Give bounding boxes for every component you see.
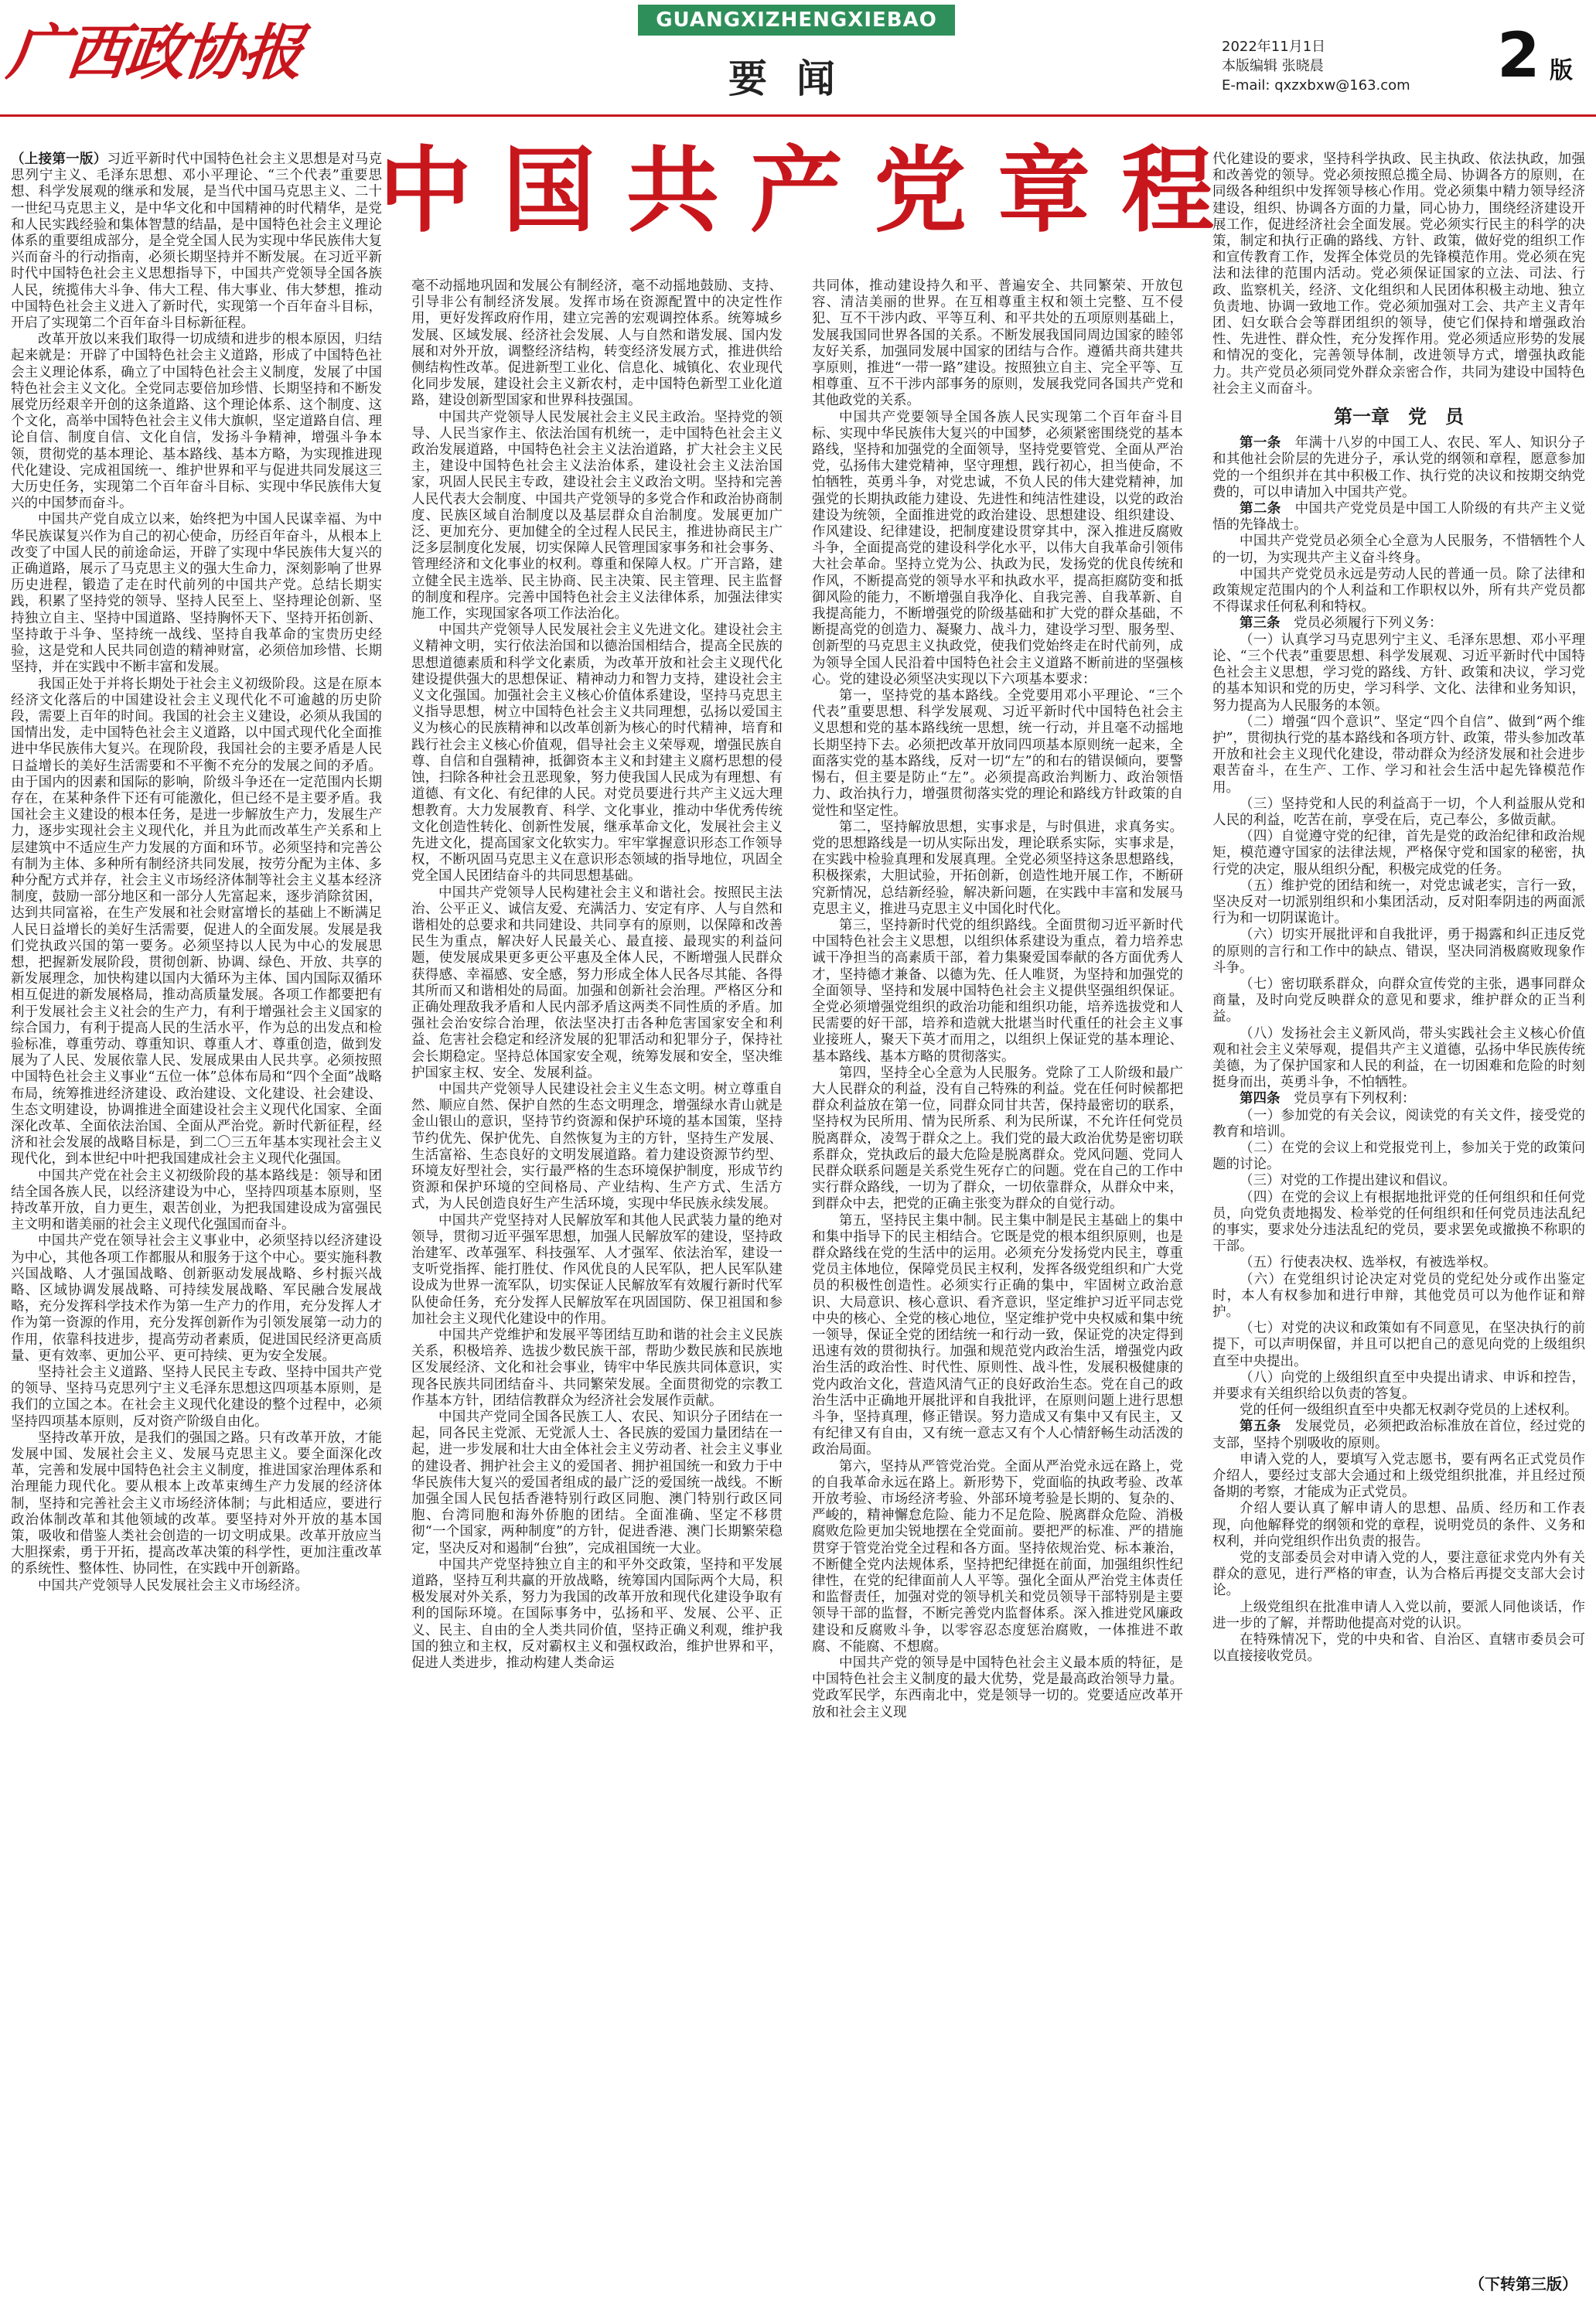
article-clause-text: 党员享有下列权利： (1294, 1091, 1416, 1107)
pinyin-banner: GUANGXIZHENGXIEBAO (638, 5, 955, 36)
article-lead-paragraph (11, 152, 382, 332)
article-clause-text: 年满十八岁的中国工人、农民、军人、知识分子和其他社会阶层的先进分子，承认党的纲领和章程，愿意参加党的一个组织并在其中积极工作、执行党的决议和按期交纳党费的，可以申请加入中国共产党。 (1212, 435, 1585, 500)
article-paragraph: 中国共产党坚持对人民解放军和其他人民武装力量的绝对领导，贯彻习近平强军思想，加强人民解放军的建设，坚持政治建军、改革强军、科技强军、人才强军、依法治军，建设一支听党指挥、能打胜仗、作风优良的人民军队，把人民军队建设成为世界一流军队，切实保证人民解放军有效履行新时代军队使命任务，充分发挥人民解放军在巩固国防、保卫祖国和参加社会主义现代化建设中的作用。 (411, 1212, 783, 1327)
article-clause (1212, 1091, 1585, 1107)
article-clause (1212, 1600, 1585, 1632)
issue-meta (1222, 37, 1477, 95)
article-clause-text: 党员必须履行下列义务： (1294, 615, 1443, 632)
article-column-1 (11, 152, 382, 2270)
article-clause-text: 中国共产党党员永远是劳动人民的普通一员。除了法律和政策规定范围内的个人利益和工作职权以外，所有共产党员都不得谋求任何私利和特权。 (1212, 566, 1585, 615)
article-clause-text: （八）发扬社会主义新风尚，带头实践社会主义核心价值观和社会主义荣辱观，提倡共产主义道德，弘扬中华民族传统美德，为了保护国家和人民的利益，在一切困难和危险的时刻挺身而出，英勇斗争，不怕牺牲。 (1212, 1025, 1585, 1091)
article-clause (1212, 1550, 1585, 1600)
article-clause-text: 申请入党的人，要填写入党志愿书，要有两名正式党员作介绍人，要经过支部大会通过和上级党组织批准，并且经过预备期的考察，才能成为正式党员。 (1212, 1451, 1585, 1501)
article-column-2 (411, 278, 783, 2270)
page-unit: 版 (1550, 57, 1573, 84)
article-column-3 (812, 278, 1183, 2270)
article-clause (1212, 1452, 1585, 1502)
article-clause-text: 发展党员，必须把政治标准放在首位，经过党的支部，坚持个别吸收的原则。 (1212, 1419, 1585, 1451)
masthead (0, 0, 1596, 116)
article-clause (1212, 714, 1585, 796)
article-paragraph: 第二，坚持解放思想，实事求是，与时俱进，求真务实。党的思想路线是一切从实际出发，理论联系实际，实事求是，在实践中检验真理和发展真理。全党必须坚持这条思想路线，积极探索，大胆试验，开拓创新，创造性地开展工作，不断研究新情况，总结新经验，解决新问题，在实践中丰富和发展马克思主义，推进马克思主义中国化时代化。 (812, 819, 1183, 917)
article-clause-text: （五）维护党的团结和统一，对党忠诚老实，言行一致，坚决反对一切派别组织和小集团活动，反对阳奉阴违的两面派行为和一切阴谋诡计。 (1212, 878, 1585, 927)
article-clause-text: （一）参加党的有关会议，阅读党的有关文件，接受党的教育和培训。 (1212, 1107, 1585, 1140)
article-clause (1212, 1501, 1585, 1550)
article-clause-number: 第五条 (1240, 1419, 1281, 1435)
article-clause (1212, 615, 1585, 632)
article-paragraph: 第一，坚持党的基本路线。全党要用邓小平理论、“三个代表”重要思想、科学发展观、习近平新时代中国特色社会主义思想和党的基本路线统一思想，统一行动，并且毫不动摇地长期坚持下去。必须把改革开放同四项基本原则统一起来，全面落实党的基本路线，反对一切“左”的和右的错误倾向，要警惕右，但主要是防止“左”。必须提高政治判断力、政治领悟力、政治执行力，增强贯彻落实党的理论和路线方针政策的自觉性和坚定性。 (812, 688, 1183, 819)
article-clause-text: （五）行使表决权、选举权，有被选举权。 (1240, 1255, 1497, 1271)
article-clause-text: （二）增强“四个意识”、坚定“四个自信”、做到“两个维护”，贯彻执行党的基本路线和各项方针、政策，带头参加改革开放和社会主义现代化建设，带动群众为经济发展和社会进步艰苦奋斗，在生产、工作、学习和社会生活中起先锋模范作用。 (1212, 714, 1585, 796)
article-clause-text: （七）对党的决议和政策如有不同意见，在坚决执行的前提下，可以声明保留，并且可以把自己的意见向党的上级组织直至中央提出。 (1212, 1321, 1585, 1369)
article-clause (1212, 1255, 1585, 1271)
article-paragraph: 中国共产党维护和发展平等团结互助和谐的社会主义民族关系，积极培养、选拔少数民族干部，帮助少数民族和民族地区发展经济、文化和社会事业，铸牢中华民族共同体意识，实现各民族共同团结奋斗、共同繁荣发展。全面贯彻党的宗教工作基本方针，团结信教群众为经济社会发展作贡献。 (411, 1328, 783, 1409)
article-clause (1212, 1403, 1585, 1419)
article-clause-number: 第一条 (1240, 435, 1281, 452)
article-paragraph: 毫不动摇地巩固和发展公有制经济，毫不动摇地鼓励、支持、引导非公有制经济发展。发挥市场在资源配置中的决定性作用，更好发挥政府作用，建立完善的宏观调控体系。统筹城乡发展、区域发展、经济社会发展、人与自然和谐发展、国内发展和对外开放，调整经济结构，转变经济发展方式，推进供给侧结构性改革。促进新型工业化、信息化、城镇化、农业现代化同步发展，建设社会主义新农村，走中国特色新型工业化道路，建设创新型国家和世界科技强国。 (411, 278, 783, 409)
article-clause-text: （四）在党的会议上有根据地批评党的任何组织和任何党员，向党负责地揭发、检举党的任何组织和任何党员违法乱纪的事实，要求处分违法乱纪的党员，要求罢免或撤换不称职的干部。 (1212, 1189, 1585, 1255)
article-clause (1212, 796, 1585, 829)
article-paragraph: 我国正处于并将长期处于社会主义初级阶段。这是在原本经济文化落后的中国建设社会主义现代化不可逾越的历史阶段，需要上百年的时间。我国的社会主义建设，必须从我国的国情出发，走中国特色社会主义道路，以中国式现代化全面推进中华民族伟大复兴。在现阶段，我国社会的主要矛盾是人民日益增长的美好生活需要和不平衡不充分的发展之间的矛盾。由于国内的因素和国际的影响，阶级斗争还在一定范围内长期存在，在某种条件下还有可能激化，但已经不是主要矛盾。我国社会主义建设的根本任务，是进一步解放生产力，发展生产力，逐步实现社会主义现代化，并且为此而改革生产关系和上层建筑中不适应生产力发展的方面和环节。必须坚持和完善公有制为主体、多种所有制经济共同发展，按劳分配为主体、多种分配方式并存，社会主义市场经济体制等社会主义基本经济制度，鼓励一部分地区和一部分人先富起来，逐步消除贫困，达到共同富裕，在生产发展和社会财富增长的基础上不断满足人民日益增长的美好生活需要，促进人的全面发展。发展是我们党执政兴国的第一要务。必须坚持以人民为中心的发展思想，把握新发展阶段，贯彻创新、协调、绿色、开放、共享的新发展理念，加快构建以国内大循环为主体、国内国际双循环相互促进的新发展格局，推动高质量发展。各项工作都要把有利于发展社会主义社会的生产力，有利于增强社会主义国家的综合国力，有利于提高人民的生活水平，作为总的出发点和检验标准，尊重劳动、尊重知识、尊重人才、尊重创造，做到发展为了人民、发展依靠人民、发展成果由人民共享。必须按照中国特色社会主义事业“五位一体”总体布局和“四个全面”战略布局，统筹推进经济建设、政治建设、文化建设、社会建设、生态文明建设，协调推进全面建设社会主义现代化国家、全面深化改革、全面依法治国、全面从严治党。新时代新征程，经济和社会发展的战略目标是，到二〇三五年基本实现社会主义现代化，到本世纪中叶把我国建成社会主义现代化强国。 (11, 676, 382, 1168)
article-clause-text: 介绍人要认真了解申请人的思想、品质、经历和工作表现，向他解释党的纲领和党的章程，说明党员的条件、义务和权利，并向党组织作出负责的报告。 (1212, 1501, 1585, 1549)
article-paragraph: 中国共产党自成立以来，始终把为中国人民谋幸福、为中华民族谋复兴作为自己的初心使命，历经百年奋斗，从根本上改变了中国人民的前途命运，开辟了实现中华民族伟大复兴的正确道路，展示了马克思主义的强大生命力，深刻影响了世界历史进程，锻造了走在时代前列的中国共产党。总结长期实践，积累了坚持党的领导、坚持人民至上、坚持理论创新、坚持独立自主、坚持中国道路、坚持胸怀天下、坚持开拓创新、坚持敢于斗争、坚持统一战线、坚持自我革命的宝贵历史经验，这是党和人民共同创造的精神财富，必须倍加珍惜、长期坚持，并在实践中不断丰富和发展。 (11, 512, 382, 676)
article-paragraph: 改革开放以来我们取得一切成绩和进步的根本原因，归结起来就是：开辟了中国特色社会主义道路，形成了中国特色社会主义理论体系，确立了中国特色社会主义制度，发展了中国特色社会主义文化。全党同志要倍加珍惜、长期坚持和不断发展党历经艰辛开创的这条道路、这个理论体系、这个制度、这个文化，高举中国特色社会主义伟大旗帜，坚定道路自信、理论自信、制度自信、文化自信，发扬斗争精神，增强斗争本领，贯彻党的基本理论、基本路线、基本方略，为实现推进现代化建设、完成祖国统一、维护世界和平与促进共同发展这三大历史任务，实现第二个百年奋斗目标、实现中华民族伟大复兴的中国梦而奋斗。 (11, 332, 382, 512)
newspaper-logo: 广西政协报 (4, 18, 305, 88)
page-editor: 本版编辑 张晓晨 (1222, 58, 1324, 74)
article-clause (1212, 1026, 1585, 1092)
article-clause (1212, 501, 1585, 533)
article-paragraph: 习近平新时代中国特色社会主义思想是对马克思列宁主义、毛泽东思想、邓小平理论、“三个代表”重要思想、科学发展观的继承和发展，是当代中国马克思主义、二十一世纪马克思主义，是中华文化和中国精神的时代精华，是党和人民实践经验和集体智慧的结晶，是中国特色社会主义理论体系的重要组成部分，是全党全国人民为实现中华民族伟大复兴而奋斗的行动指南，必须长期坚持并不断发展。在习近平新时代中国特色社会主义思想指导下，中国共产党领导全国各族人民，统揽伟大斗争、伟大工程、伟大事业、伟大梦想，推动中国特色社会主义进入了新时代，实现第一个百年奋斗目标，开启了实现第二个百年奋斗目标新征程。 (11, 152, 382, 332)
article-paragraph: 坚持社会主义道路、坚持人民民主专政、坚持中国共产党的领导、坚持马克思列宁主义毛泽东思想这四项基本原则，是我们的立国之本。在社会主义现代化建设的整个过程中，必须坚持四项基本原则，反对资产阶级自由化。 (11, 1365, 382, 1430)
article-paragraph: 中国共产党要领导全国各族人民实现第二个百年奋斗目标、实现中华民族伟大复兴的中国梦，必须紧密围绕党的基本路线，坚持和加强党的全面领导，坚持党要管党、全面从严治党，弘扬伟大建党精神，坚守理想，践行初心，担当使命，不怕牺牲，英勇斗争，对党忠诚，不负人民的伟大建党精神，加强党的长期执政能力建设、先进性和纯洁性建设，以党的政治建设为统领，全面推进党的政治建设、思想建设、组织建设、作风建设、纪律建设，把制度建设贯穿其中，深入推进反腐败斗争，全面提高党的建设科学化水平，以伟大自我革命引领伟大社会革命。坚持立党为公、执政为民，发扬党的优良传统和作风，不断提高党的领导水平和执政水平，提高拒腐防变和抵御风险的能力，不断增强自我净化、自我完善、自我革新、自我提高能力，不断增强党的阶级基础和扩大党的群众基础，不断提高党的创造力、凝聚力、战斗力，建设学习型、服务型、创新型的马克思主义执政党，使我们党始终走在时代前列，成为领导全国人民沿着中国特色社会主义道路不断前进的坚强核心。党的建设必须坚决实现以下六项基本要求： (812, 409, 1183, 687)
article-paragraph: 中国共产党在领导社会主义事业中，必须坚持以经济建设为中心，其他各项工作都服从和服务于这个中心。要实施科教兴国战略、人才强国战略、创新驱动发展战略、乡村振兴战略、区域协调发展战略、可持续发展战略、军民融合发展战略，充分发挥科学技术作为第一生产力的作用，充分发挥人才作为第一资源的作用，充分发挥创新作为引领发展第一动力的作用，依靠科技进步，提高劳动者素质，促进国民经济更高质量、更有效率、更加公平、更可持续、更为安全发展。 (11, 1233, 382, 1364)
article-clause-text: （二）在党的会议上和党报党刊上，参加关于党的政策问题的讨论。 (1212, 1140, 1585, 1173)
article-clause-text: （六）在党组织讨论决定对党员的党纪处分或作出鉴定时，本人有权参加和进行申辩，其他党员可以为他作证和辩护。 (1212, 1271, 1585, 1321)
article-paragraph: 中国共产党领导人民发展社会主义市场经济。 (38, 1577, 309, 1594)
article-clause (1212, 878, 1585, 928)
article-clause (1212, 1272, 1585, 1321)
chapter-heading: 第一章 党 员 (1334, 405, 1464, 428)
continued-from-label: （上接第一版） (11, 152, 107, 167)
continued-to-label: （下转第三版） (1469, 2275, 1577, 2293)
article-clause-text: 中国共产党党员必须全心全意为人民服务，不惜牺牲个人的一切，为实现共产主义奋斗终身。 (1212, 533, 1585, 566)
article-clause (1212, 1173, 1585, 1189)
article-clause (1212, 567, 1585, 616)
article-clause (1212, 533, 1585, 566)
article-clause-text: （三）对党的工作提出建议和倡议。 (1240, 1173, 1456, 1189)
article-paragraph: 第三，坚持新时代党的组织路线。全面贯彻习近平新时代中国特色社会主义思想，以组织体系建设为重点，着力培养忠诚干净担当的高素质干部，着力集聚爱国奉献的各方面优秀人才，坚持德才兼备、以德为先、任人唯贤，为坚持和加强党的全面领导、坚持和发展中国特色社会主义提供坚强组织保证。全党必须增强党组织的政治功能和组织功能，培养选拔党和人民需要的好干部，培养和造就大批堪当时代重任的社会主义事业接班人，聚天下英才而用之，以组织上保证党的基本理论、基本路线、基本方略的贯彻落实。 (812, 917, 1183, 1065)
issue-date: 2022年11月1日 (1222, 39, 1326, 55)
article-paragraph: 中国共产党领导人民发展社会主义民主政治。坚持党的领导、人民当家作主、依法治国有机统一，走中国特色社会主义政治发展道路，中国特色社会主义法治道路，扩大社会主义民主，建设中国特色社会主义法治体系，建设社会主义法治国家，巩固人民民主专政，建设社会主义政治文明。坚持和完善人民代表大会制度、中国共产党领导的多党合作和政治协商制度、民族区域自治制度以及基层群众自治制度。发展更加广泛、更加充分、更加健全的全过程人民民主，推进协商民主广泛多层制度化发展，切实保障人民管理国家事务和社会事务、管理经济和文化事业的权利。尊重和保障人权。广开言路，建立健全民主选举、民主协商、民主决策、民主管理、民主监督的制度和程序。完善中国特色社会主义法律体系，加强法律实施工作，实现国家各项工作法治化。 (411, 409, 783, 622)
article-clause-text: （六）切实开展批评和自我批评，勇于揭露和纠正违反党的原则的言行和工作中的缺点、错误，坚决同消极腐败现象作斗争。 (1212, 927, 1585, 976)
article-clause-number: 第四条 (1240, 1091, 1281, 1107)
article-clause (1212, 927, 1585, 977)
article-clause-text: 党的支部委员会对申请入党的人，要注意征求党内外有关群众的意见，进行严格的审查，认为合格后再提交支部大会讨论。 (1212, 1550, 1585, 1599)
article-clause (1212, 435, 1585, 501)
article-paragraph: 中国共产党同全国各民族工人、农民、知识分子团结在一起，同各民主党派、无党派人士、各民族的爱国力量团结在一起，进一步发展和壮大由全体社会主义劳动者、社会主义事业的建设者、拥护社会主义的爱国者、拥护祖国统一和致力于中华民族伟大复兴的爱国者组成的最广泛的爱国统一战线。不断加强全国人民包括香港特别行政区同胞、澳门特别行政区同胞、台湾同胞和海外侨胞的团结。全面准确、坚定不移贯彻“一个国家，两种制度”的方针，促进香港、澳门长期繁荣稳定，坚决反对和遏制“台独”，完成祖国统一大业。 (411, 1410, 783, 1556)
article-clause (1212, 1108, 1585, 1140)
article-clause (1212, 1190, 1585, 1256)
article-paragraph: 中国共产党领导人民发展社会主义先进文化。建设社会主义精神文明，实行依法治国和以德治国相结合，提高全民族的思想道德素质和科学文化素质，为改革开放和社会主义现代化建设提供强大的思想保证、精神动力和智力支持，建设社会主义文化强国。加强社会主义核心价值体系建设，坚持马克思主义指导思想，树立中国特色社会主义共同理想，弘扬以爱国主义为核心的民族精神和以改革创新为核心的时代精神，培育和践行社会主义核心价值观，倡导社会主义荣辱观，增强民族自尊、自信和自强精神，抵御资本主义和封建主义腐朽思想的侵蚀，扫除各种社会丑恶现象，努力使我国人民成为有理想、有道德、有文化、有纪律的人民。对党员要进行共产主义远大理想教育。大力发展教育、科学、文化事业，推动中华优秀传统文化创造性转化、创新性发展，继承革命文化，发展社会主义先进文化，提高国家文化软实力。牢牢掌握意识形态工作领导权，不断巩固马克思主义在意识形态领域的指导地位，巩固全党全国人民团结奋斗的共同思想基础。 (411, 622, 783, 885)
article-clause-text: 上级党组织在批准申请人入党以前，要派人同他谈话，作进一步的了解，并帮助他提高对党的认识。 (1212, 1599, 1585, 1631)
article-title: 中国共产党章程 (379, 138, 1245, 245)
article-clause (1212, 829, 1585, 878)
article-paragraph: 中国共产党领导人民构建社会主义和谐社会。按照民主法治、公平正义、诚信友爱、充满活力、安定有序、人与自然和谐相处的总要求和共同建设、共同享有的原则，以保障和改善民生为重点，解决好人民最关心、最直接、最现实的利益问题，使发展成果更多更公平惠及全体人民，不断增强人民群众获得感、幸福感、安全感，努力形成全体人民各尽其能、各得其所而又和谐相处的局面。加强和创新社会治理。严格区分和正确处理敌我矛盾和人民内部矛盾这两类不同性质的矛盾。加强社会治安综合治理，依法坚决打击各种危害国家安全和利益、危害社会稳定和经济发展的犯罪活动和犯罪分子，保持社会长期稳定。坚持总体国家安全观，统筹发展和安全，坚决维护国家主权、安全、发展利益。 (411, 885, 783, 1081)
article-clause-text: （三）坚持党和人民的利益高于一切，个人利益服从党和人民的利益，吃苦在前，享受在后，克己奉公，多做贡献。 (1212, 796, 1585, 828)
article-paragraph: 中国共产党在社会主义初级阶段的基本路线是：领导和团结全国各族人民，以经济建设为中心，坚持四项基本原则，坚持改革开放，自力更生，艰苦创业，为把我国建设成为富强民主文明和谐美丽的社会主义现代化强国而奋斗。 (11, 1168, 382, 1233)
article-clause-number: 第三条 (1240, 615, 1281, 632)
article-clause (1212, 1419, 1585, 1451)
article-clause (1212, 632, 1585, 714)
article-clause-text: （一）认真学习马克思列宁主义、毛泽东思想、邓小平理论、“三个代表”重要思想、科学发展观、习近平新时代中国特色社会主义思想，学习党的路线、方针、政策和决议，学习党的基本知识和党的历史，学习科学、文化、法律和业务知识，努力提高为人民服务的本领。 (1212, 632, 1585, 714)
article-clause-text: 中国共产党党员是中国工人阶级的有共产主义觉悟的先锋战士。 (1212, 501, 1585, 533)
article-clause-text: （八）向党的上级组织直至中央提出请求、申诉和控告，并要求有关组织给以负责的答复。 (1212, 1369, 1585, 1403)
page-number: 2 (1497, 19, 1540, 91)
article-paragraph: 坚持改革开放，是我们的强国之路。只有改革开放，才能发展中国、发展社会主义、发展马克思主义。要全面深化改革，完善和发展中国特色社会主义制度，推进国家治理体系和治理能力现代化。要从根本上改革束缚生产力发展的经济体制，坚持和完善社会主义市场经济体制；与此相适应，要进行政治体制改革和其他领域的改革。要坚持对外开放的基本国策，吸收和借鉴人类社会创造的一切文明成果。改革开放应当大胆探索，勇于开拓，提高改革决策的科学性，更加注重改革的系统性、整体性、协同性，在实践中开创新路。 (11, 1430, 382, 1577)
article-paragraph: 中国共产党领导人民建设社会主义生态文明。树立尊重自然、顺应自然、保护自然的生态文明理念，增强绿水青山就是金山银山的意识，坚持节约资源和保护环境的基本国策，坚持节约优先、保护优先、自然恢复为主的方针，坚持生产发展、生活富裕、生态良好的文明发展道路。着力建设资源节约型、环境友好型社会，实行最严格的生态环境保护制度，形成节约资源和保护环境的空间格局、产业结构、生产方式、生活方式，为人民创造良好生产生活环境，实现中华民族永续发展。 (411, 1081, 783, 1212)
article-column-4 (1212, 152, 1585, 2270)
article-clause (1212, 1140, 1585, 1173)
article-paragraph: 共同体，推动建设持久和平、普遍安全、共同繁荣、开放包容、清洁美丽的世界。在互相尊重主权和领土完整、互不侵犯、互不干涉内政、平等互利、和平共处的五项原则基础上，发展我国同世界各国的关系。不断发展我国同周边国家的睦邻友好关系，加强同发展中国家的团结与合作。遵循共商共建共享原则，推进“一带一路”建设。按照独立自主、完全平等、互相尊重、互不干涉内部事务的原则，发展我党同各国共产党和其他政党的关系。 (812, 278, 1183, 409)
article-clause (1212, 977, 1585, 1026)
article-clause-number: 第二条 (1240, 501, 1281, 517)
article-clause-text: （七）密切联系群众，向群众宣传党的主张，遇事同群众商量，及时向党反映群众的意见和要求，维护群众的正当利益。 (1212, 976, 1585, 1025)
editor-email: E-mail: qxzxbxw@163.com (1222, 77, 1410, 94)
masthead-rule (0, 114, 1596, 117)
article-clause (1212, 1321, 1585, 1370)
article-paragraph: 中国共产党坚持独立自主的和平外交政策，坚持和平发展道路，坚持互利共赢的开放战略，统筹国内国际两个大局，积极发展对外关系，努力为我国的改革开放和现代化建设争取有利的国际环境。在国际事务中，弘扬和平、发展、公平、正义、民主、自由的全人类共同价值，坚持正确义利观，维护我国的独立和主权，反对霸权主义和强权政治，维护世界和平，促进人类进步，推动构建人类命运 (411, 1556, 783, 1672)
article-paragraph: 第六，坚持从严管党治党。全面从严治党永远在路上，党的自我革命永远在路上。新形势下，党面临的执政考验、改革开放考验、市场经济考验、外部环境考验是长期的、复杂的、严峻的，精神懈怠危险、能力不足危险、脱离群众危险、消极腐败危险更加尖锐地摆在全党面前。要把严的标准、严的措施贯穿于管党治党全过程和各方面。坚持依规治党、标本兼治，不断健全党内法规体系，坚持把纪律挺在前面，加强组织性纪律性，在党的纪律面前人人平等。强化全面从严治党主体责任和监督责任，加强对党的领导机关和党员领导干部特别是主要领导干部的监督，不断完善党内监督体系。深入推进党风廉政建设和反腐败斗争，以零容忍态度惩治腐败，一体推进不敢腐、不能腐、不想腐。 (812, 1458, 1183, 1655)
article-clause-text: 在特殊情况下，党的中央和省、自治区、直辖市委员会可以直接接收党员。 (1212, 1632, 1585, 1665)
article-clause (1212, 1632, 1585, 1665)
article-clause (1212, 1370, 1585, 1403)
article-paragraph: 代化建设的要求，坚持科学执政、民主执政、依法执政，加强和改善党的领导。党必须按照总揽全局、协调各方的原则，在同级各种组织中发挥领导核心作用。党必须集中精力领导经济建设，组织、协调各方面的力量，同心协力，围绕经济建设开展工作，促进经济社会全面发展。党必须实行民主的科学的决策，制定和执行正确的路线、方针、政策，做好党的组织工作和宣传教育工作，发挥全体党员的先锋模范作用。党必须在宪法和法律的范围内活动。党必须保证国家的立法、司法、行政、监察机关，经济、文化组织和人民团体积极主动地、独立负责地、协调一致地工作。党必须加强对工会、共产主义青年团、妇女联合会等群团组织的领导，使它们保持和增强政治性、先进性、群众性，充分发挥作用。党必须适应形势的发展和情况的变化，完善领导体制，改进领导方式，增强执政能力。共产党员必须同党外群众亲密合作，共同为建设中国特色社会主义而奋斗。 (1212, 152, 1585, 397)
article-paragraph: 中国共产党的领导是中国特色社会主义最本质的特征，是中国特色社会主义制度的最大优势，党是最高政治领导力量。党政军民学，东西南北中，党是领导一切的。党要适应改革开放和社会主义现 (812, 1655, 1183, 1720)
article-clause-text: 党的任何一级组织直至中央都无权剥夺党员的上述权利。 (1240, 1403, 1578, 1419)
section-name: 要闻 (728, 56, 864, 101)
article-paragraph: 第四，坚持全心全意为人民服务。党除了工人阶级和最广大人民群众的利益，没有自己特殊的利益。党在任何时候都把群众利益放在第一位，同群众同甘共苦，保持最密切的联系，坚持权为民所用、情为民所系、利为民所谋，不允许任何党员脱离群众，凌驾于群众之上。我们党的最大政治优势是密切联系群众，党执政后的最大危险是脱离群众。党风问题、党同人民群众联系问题是关系党生死存亡的问题。党在自己的工作中实行群众路线，一切为了群众，一切依靠群众，从群众中来，到群众中去，把党的正确主张变为群众的自觉行动。 (812, 1065, 1183, 1212)
article-clause-text: （四）自觉遵守党的纪律，首先是党的政治纪律和政治规矩，模范遵守国家的法律法规，严格保守党和国家的秘密，执行党的决定，服从组织分配，积极完成党的任务。 (1212, 829, 1585, 878)
article-paragraph: 第五，坚持民主集中制。民主集中制是民主基础上的集中和集中指导下的民主相结合。它既是党的根本组织原则，也是群众路线在党的生活中的运用。必须充分发扬党内民主，尊重党员主体地位，保障党员民主权利，发挥各级党组织和广大党员的积极性创造性。必须实行正确的集中，牢固树立政治意识、大局意识、核心意识、看齐意识，坚定维护习近平同志党中央的核心、全党的核心地位，坚定维护党中央权威和集中统一领导，保证全党的团结统一和行动一致，保证党的决定得到迅速有效的贯彻执行。加强和规范党内政治生活，增强党内政治生活的政治性、时代性、原则性、战斗性，发展积极健康的党内政治文化，营造风清气正的良好政治生态。党在自己的政治生活中正确地开展批评和自我批评，在原则问题上进行思想斗争，坚持真理，修正错误。努力造成又有集中又有民主，又有纪律又有自由，又有统一意志又有个人心情舒畅生动活泼的政治局面。 (812, 1212, 1183, 1458)
